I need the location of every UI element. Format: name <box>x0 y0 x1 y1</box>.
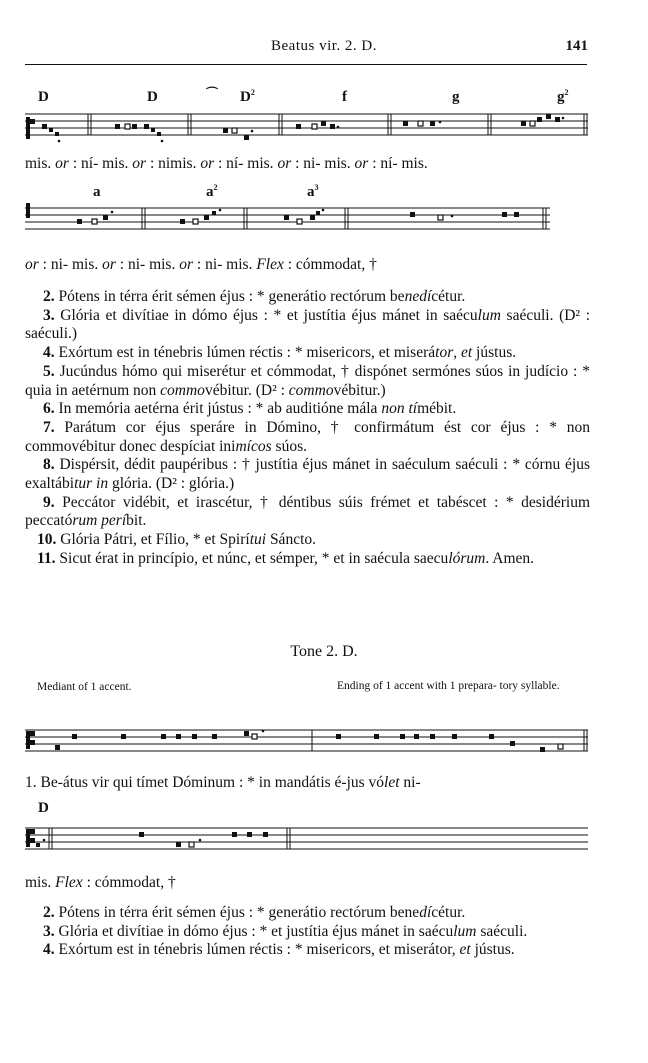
verse-item: 8. Dispérsit, dédit paupéribus : † justítia éjus mánet in saéculum saéculi : * córnu éjus exaltábitur in glória. (D² : glória.) <box>25 456 591 493</box>
ending-label: D <box>147 89 158 105</box>
music-staff-endings-2 <box>0 198 648 244</box>
verse-item: 5. Jucúndus hómo qui miserétur et cómmodat, † dispónet sermónes súos in judício : * quia in aetérnum non commovébitur. (D² : commovébitur.) <box>25 362 591 399</box>
endings-lyrics-2: or : ni- mis. or : ni- mis. or : ni- mis. Flex : cómmodat, † <box>25 256 377 273</box>
music-staff-tone-ending <box>0 818 648 864</box>
verse-item: 10. Glória Pátri, et Fílio, * et Spirítui Sáncto. <box>37 531 316 549</box>
ending-label: D <box>38 89 49 105</box>
tie-mark-icon: ⌒ <box>206 86 219 100</box>
verse-list <box>25 288 590 569</box>
ending-label: f <box>342 89 347 105</box>
verse-item: 7. Parátum cor éjus speráre in Dómino, † confirmátum ést cor éjus : * non commovébitur donec despíciat inimícos súos. <box>25 418 590 455</box>
verse-item: 4. Exórtum est in ténebris lúmen réctis : * misericors, et miserátor, et jústus. <box>43 941 515 959</box>
ending-label: $g^2$ <box>557 88 569 105</box>
tone-ending-lyric: mis. Flex : cómmodat, † <box>25 874 176 891</box>
verse-item: 3. Glória et divítiae in dómo éjus : * et justítia éjus mánet in saéculum saéculi. <box>43 922 528 940</box>
verse-item: 3. Glória et divítiae in dómo éjus : * et justítia éjus mánet in saéculum saéculi. (D² : saéculi.) <box>25 306 591 343</box>
header-rule <box>25 64 587 65</box>
music-staff-endings-1 <box>0 104 648 150</box>
verse-list-tone <box>25 904 590 960</box>
ending-label: a <box>93 184 101 200</box>
ending-label: g <box>452 89 460 105</box>
tone-title: Tone 2. D. <box>290 643 358 660</box>
tone-lyric: 1. Be-átus vir qui tímet Dóminum : * in mandátis é-jus vólet ni- <box>25 774 421 791</box>
mediant-caption: Mediant of 1 accent. <box>37 681 132 693</box>
verse-item: 2. Pótens in térra érit sémen éjus : * generátio rectórum benedícétur. <box>43 904 466 921</box>
verse-item: 2. Pótens in térra érit sémen éjus : * generátio rectórum benedícétur. <box>43 288 466 305</box>
verse-item: 9. Peccátor vidébit, et irascétur, † déntibus súis frémet et tabéscet : * desidérium peccatórum períbit. <box>25 493 590 530</box>
running-title: Beatus vir. 2. D. <box>271 38 377 54</box>
ending-caption: Ending of 1 accent with 1 prepara- tory syllable. <box>337 680 560 692</box>
verse-item: 11. Sicut érat in princípio, et núnc, et sémper, * et in saécula saeculórum. Amen. <box>37 549 535 567</box>
page-number: 141 <box>565 38 588 54</box>
verse-item: 4. Exórtum est in ténebris lúmen réctis : * misericors, et miserátor, et jústus. <box>43 344 517 362</box>
ending-label: $a^2$ <box>206 183 218 200</box>
verse-item: 6. In memória aetérna érit jústus : * ab auditióne mála non tímébit. <box>43 400 457 418</box>
tone-ending-label: D <box>38 800 49 816</box>
ending-label: $D^2$ <box>240 88 255 105</box>
music-staff-tone <box>0 720 648 766</box>
ending-label: $a^3$ <box>307 183 319 200</box>
endings-lyrics-1: mis. or : ní- mis. or : nimis. or : ní- mis. or : ni- mis. or : ní- mis. <box>25 155 428 172</box>
